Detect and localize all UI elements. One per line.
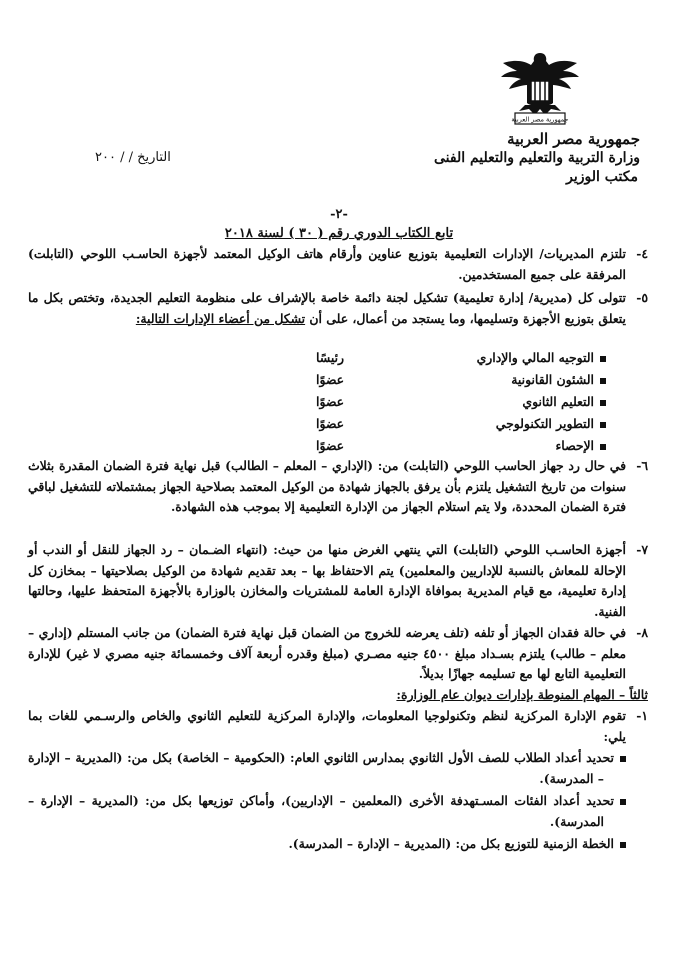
- item-8: [28, 623, 648, 685]
- circular-title: تابع الكتاب الدوري رقم ( ٣٠ ) لسنة ٢٠١٨: [224, 226, 454, 241]
- item-6: [28, 456, 648, 518]
- item-number: ١-: [636, 708, 648, 723]
- committee-member: التطوير التكنولوجي: [496, 416, 606, 431]
- item-number: ٤-: [636, 246, 648, 261]
- item-number: ٦-: [636, 458, 648, 473]
- item-text-underlined: تشكل من أعضاء الإدارات التالية:: [135, 310, 306, 326]
- list-item: تحديد أعداد الفئات المسـتهدفة الأخرى (المعلمين – الإداريين)، وأماكن توزيعها بكل من: (المديرية – الإدارة – المدرسة).: [28, 791, 626, 832]
- committee-member: التعليم الثانوي: [522, 394, 606, 409]
- bullet-icon: [620, 842, 626, 848]
- office-name: مكتب الوزير: [566, 169, 638, 185]
- item-number: ٨-: [636, 625, 648, 640]
- ministry-name: وزارة التربية والتعليم والتعليم الفنى: [433, 150, 640, 166]
- committee-member: الشئون القانونية: [511, 372, 606, 387]
- item-text: تلتزم المديريات/ الإدارات التعليمية بتوزيع عناوين وأرقام هاتف الوكيل المعتمد لأجهزة الحاسـب اللوحي (التابلت) المرفقة على جميع المستخدمين.: [28, 246, 626, 282]
- section-paragraph: [28, 706, 648, 747]
- eagle-emblem-icon: [495, 45, 585, 127]
- item-7: [28, 540, 648, 622]
- item-5: [28, 288, 648, 329]
- section-heading: ثالثاً – المهام المنوطة بإدارات ديوان عام الوزارة:: [396, 687, 648, 702]
- committee-member: الإحصاء: [555, 438, 606, 453]
- bullet-icon: [600, 400, 606, 406]
- committee-role: عضوًا: [316, 416, 344, 431]
- item-text: في حال رد جهاز الحاسب اللوحي (التابلت) من: (الإداري – المعلم – الطالب) قبل نهاية فترة الضمان المقدرة بثلاث سنوات من تاريخ التشغيل يلتزم بأن يرفق بالجهاز شهادة من الوكيل المعتمد بصلاحية الجهاز بمشتملاته للتشغيل لباقي فترة الضمان المحددة، ولا يتم استلام الجهاز من الإدارة التعليمية إلا بموجب هذه الشهادة.: [28, 458, 626, 514]
- bullet-icon: [620, 799, 626, 805]
- committee-list: [46, 350, 606, 460]
- country-name: جمهورية مصر العربية: [507, 130, 640, 148]
- item-text: تتولى كل (مديرية/ إدارة تعليمية) تشكيل لجنة دائمة خاصة بالإشراف على منظومة التعليم الجديدة، وتختص بكل ما يتعلق بتوزيع الأجهزة وتسليمها، وما يستجد من أعمال، على أن: [28, 290, 626, 326]
- committee-role: رئيسًا: [316, 350, 344, 365]
- emblem-banner-text: جمهورية مصر العربية: [511, 115, 569, 124]
- item-number: ٧-: [636, 542, 648, 557]
- list-item: الخطة الزمنية للتوزيع بكل من: (المديرية – الإدارة – المدرسة).: [28, 834, 626, 855]
- page-number: -٢-: [330, 207, 348, 222]
- item-text: أجهزة الحاسـب اللوحي (التابلت) التي ينتهي الغرض منها من حيث: (انتهاء الضـمان – رد الجهاز للنقل أو الندب أو الإحالة للمعاش بالنسبة للإداريين والمعلمين) يتم الاحتفاظ بها – بعد تقديم شهادة من الوكيل بصلاحيتها – بمخازن كل إدارة تعليمية، مع قيام المديرية بموافاة الإدارة العامة للمشتريات والمخازن بالوزارة بالأجهزة المتحفظ عليها، وحالتها الفنية.: [28, 542, 626, 619]
- item-text: تقوم الإدارة المركزية لنظم وتكنولوجيا المعلومات، والإدارة المركزية للتعليم الثانوي والخاص والرسـمي للغات بما يلي:: [28, 708, 626, 744]
- date-field: التاريخ / / ٢٠٠: [95, 150, 171, 165]
- item-4: [28, 244, 648, 285]
- bullet-icon: [600, 356, 606, 362]
- list-item: تحديد أعداد الطلاب للصف الأول الثانوي بمدارس الثانوي العام: (الحكومية – الخاصة) بكل من: (المديرية – الإدارة – المدرسة).: [28, 748, 626, 789]
- bullet-list: [28, 748, 626, 855]
- bullet-icon: [600, 422, 606, 428]
- committee-member: التوجيه المالي والإداري: [46, 350, 606, 365]
- committee-role: عضوًا: [316, 372, 344, 387]
- committee-role: عضوًا: [316, 394, 344, 409]
- committee-role: عضوًا: [316, 438, 344, 453]
- item-number: ٥-: [636, 290, 648, 305]
- bullet-icon: [620, 756, 626, 762]
- bullet-icon: [600, 378, 606, 384]
- item-text: في حالة فقدان الجهاز أو تلفه (تلف يعرضه للخروج من الضمان قبل نهاية فترة الضمان) من جانب المستلم (إداري – معلم – طالب) يلتزم بسـداد مبلغ ٤٥٠٠ جنيه مصـري (مبلغ وقدره أربعة آلاف وخمسمائة جنيه مصري لا غير) للإدارة التعليمية التابع لها مع تسليمه جهازًا بديلاً.: [28, 625, 626, 681]
- bullet-icon: [600, 444, 606, 450]
